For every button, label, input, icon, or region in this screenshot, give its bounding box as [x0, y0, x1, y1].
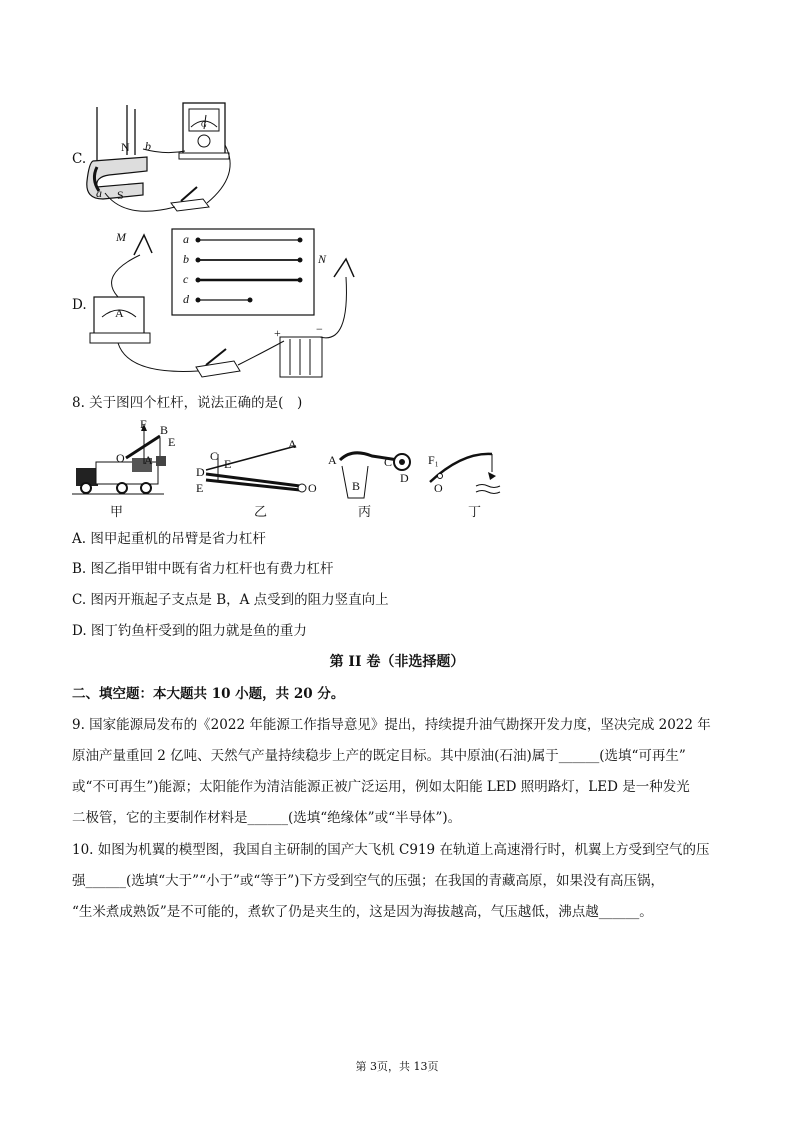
yi-label-a: A: [288, 437, 297, 451]
ding-label-o: O: [434, 481, 443, 495]
yi-label-o: O: [308, 481, 317, 495]
wire-label-c: c: [183, 272, 189, 286]
ding-label-f1: F₁: [428, 453, 439, 467]
wire-label-a: a: [183, 232, 189, 246]
figure-7d-resistance-circuit: [88, 225, 358, 383]
option-d-label: D.: [72, 297, 87, 313]
figure-8-yi: [196, 437, 317, 520]
q10-line-1: 10. 如图为机翼的模型图，我国自主研制的国产大飞机 C919 在轨道上高速滑行时，机翼上方受到空气的压: [72, 842, 710, 858]
figure-8-jia: [72, 418, 175, 520]
battery-plus: +: [274, 326, 281, 340]
jia-label-o: O: [116, 451, 125, 465]
yi-label-e1: E: [224, 457, 232, 471]
wire-a: a: [96, 186, 102, 200]
bing-label-a: A: [328, 453, 337, 467]
wire-label-b: b: [183, 252, 189, 266]
jia-label-b: B: [160, 423, 169, 437]
q10-line-2: 强______(选填“大于”“小于”或“等于”)下方受到空气的压强；在我国的青藏高原，如果没有高压锅，: [72, 873, 664, 889]
q8-option-c: C. 图丙开瓶起子支点是 B，A 点受到的阻力竖直向上: [72, 592, 389, 608]
q9-line-4: 二极管，它的主要制作材料是______(选填“绝缘体”或“半导体”)。: [72, 810, 462, 826]
q9-line-1: 9. 国家能源局发布的《2022 年能源工作指导意见》提出，持续提升油气勘探开发力度，坚决完成 2022 年: [72, 717, 711, 733]
bing-label-c: C: [384, 455, 393, 469]
jia-label-a: A: [144, 453, 153, 467]
q9-line-3: 或“不可再生”)能源；太阳能作为清洁能源正被广泛运用，例如太阳能 LED 照明路灯，LED 是一种发光: [72, 779, 690, 795]
part-2-heading: 二、填空题：本大题共 10 小题，共 20 分。: [72, 686, 345, 702]
q8-option-d: D. 图丁钓鱼杆受到的阻力就是鱼的重力: [72, 623, 307, 639]
jia-label-f: F: [140, 418, 147, 431]
q10-line-3: “生米煮成熟饭”是不可能的，煮软了仍是夹生的，这是因为海拔越高，气压越低，沸点越______。: [72, 904, 653, 920]
option-c-label: C.: [72, 151, 87, 167]
yi-caption: 乙: [254, 505, 268, 520]
ding-caption: 丁: [468, 505, 482, 520]
q8-option-b: B. 图乙指甲钳中既有省力杠杆也有费力杠杆: [72, 561, 334, 577]
yi-label-e2: E: [196, 481, 204, 495]
bing-label-d: D: [400, 471, 409, 485]
q9-line-2: 原油产量重回 2 亿吨、天然气产量持续稳步上产的既定目标。其中原油(石油)属于______(选填“可再生”: [72, 748, 686, 764]
figure-7c-generator: [85, 95, 245, 225]
probe-m: M: [116, 230, 126, 244]
figure-8-bing: [328, 453, 410, 520]
q8-option-a: A. 图甲起重机的吊臂是省力杠杆: [72, 531, 266, 547]
yi-label-d: D: [196, 465, 205, 479]
magnet-s: S: [117, 188, 124, 202]
jia-label-e: E: [168, 435, 176, 449]
q8-stem: 8. 关于图四个杠杆，说法正确的是( ): [72, 395, 303, 411]
section-2-title: 第 II 卷（非选择题）: [329, 654, 465, 670]
yi-label-c: C: [210, 449, 219, 463]
jia-caption: 甲: [110, 505, 124, 520]
meter-g: G: [201, 120, 207, 129]
page-number: 第 3页，共 13页: [355, 1060, 439, 1073]
figure-8-ding: [428, 453, 500, 520]
ammeter-a: A: [115, 306, 124, 320]
wire-label-d: d: [183, 292, 189, 306]
battery-minus: −: [316, 322, 323, 336]
wire-b: b: [145, 139, 151, 153]
figure-8-levers: [72, 418, 512, 522]
magnet-n: N: [121, 140, 130, 154]
bing-caption: 丙: [358, 505, 372, 520]
probe-n: N: [318, 252, 327, 266]
bing-label-b: B: [352, 479, 361, 493]
